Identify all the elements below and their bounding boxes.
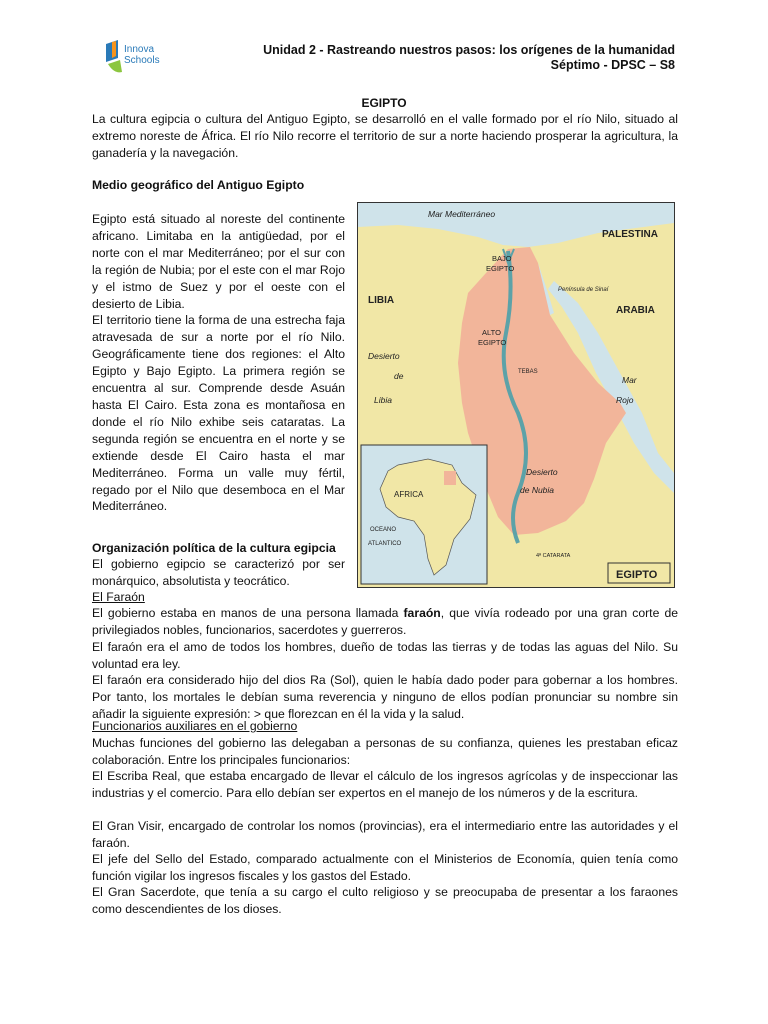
map-label-atlantico: ATLANTICO [368, 541, 402, 547]
map-label-sea: Mar Mediterráneo [428, 209, 496, 219]
map-label-box: EGIPTO [616, 569, 658, 581]
map-label-tebas: TEBAS [518, 369, 538, 375]
map-label-palestina: PALESTINA [602, 229, 658, 240]
geography-paragraph-1: Egipto está situado al noreste del continente africano. Limitaba en la antigüedad, por el norte con el mar Mediterráneo; por el sur con la región de Nubia; por el este con el mar Rojo y el istmo de Suez y por el oeste con el desierto de Libia. [92, 212, 345, 311]
egypt-map [357, 202, 675, 588]
page-title: EGIPTO [361, 96, 407, 110]
geography-paragraph-2: El territorio tiene la forma de una estrecha faja atravesada de sur a norte por el río Nilo. Geográficamente tiene dos regiones: el Alto Egipto y Bajo Egipto. La primera región se encuentra al sur. Comprende desde Asuán hasta El Cairo. Esta zona es montañosa en donde el río Nilo exhibe seis cataratas. La segunda región se encuentra en el norte y se extiende desde El Cairo hasta el mar Mediterráneo. Forma un valle muy fértil, regado por el Nilo que desemboca en el Mar Mediterráneo. [92, 313, 345, 514]
intro-paragraph: La cultura egipcia o cultura del Antiguo Egipto, se desarrolló en el valle formado por el río Nilo, situado al extremo noreste de África. El río Nilo recorre el territorio de sur a norte haciendo prosperar la agricultura, la ganadería y la navegación. [92, 112, 678, 160]
map-label-sinai: Península de Sinaí [558, 287, 609, 293]
map-label-egipto-south: EGIPTO [478, 338, 507, 347]
faraon-paragraph-3: El faraón era considerado hijo del dios Ra (Sol), quien le había dado poder para gobernar a los hombres. Por tanto, los mortales le debían suma reverencia y ninguno de ellos podían pronunciar su nombre sin añadir la siguiente expresión: > que florezcan en él la vida y la salud. [92, 673, 678, 721]
map-label-desierto-nubia: Desierto [526, 467, 558, 477]
map-label-bajo: BAJO [492, 254, 512, 263]
map-label-arabia: ARABIA [616, 305, 655, 316]
map-label-alto: ALTO [482, 328, 501, 337]
escriba-paragraph: El Escriba Real, que estaba encargado de llevar el cálculo de los ingresos agrícolas y de inspeccionar las industrias y el comercio. Para ello debían ser expertos en el manejo de los números y de la escritura. [92, 769, 678, 800]
funcionarios-paragraph: Muchas funciones del gobierno las delegaban a personas de su confianza, quienes les prestaban eficaz colaboración. Entre los principales funcionarios: [92, 736, 678, 767]
section-heading-politica: Organización política de la cultura egipcia [92, 541, 336, 555]
map-label-egipto-north: EGIPTO [486, 264, 515, 273]
map-label-de-nubia: de Nubia [520, 485, 555, 495]
map-label-de: de [394, 371, 404, 381]
map-label-africa: AFRICA [394, 490, 424, 499]
sacerdote-paragraph: El Gran Sacerdote, que tenía a su cargo el culto religioso y se preocupaba de presentar a los faraones como descendientes de los dioses. [92, 885, 678, 916]
course-code: Séptimo - DPSC – S8 [550, 58, 675, 72]
faraon-paragraph-2: El faraón era el amo de todos los hombres, dueño de todas las tierras y de todas las aguas del Nilo. Su voluntad era ley. [92, 640, 678, 671]
subheading-faraon: El Faraón [92, 590, 145, 604]
logo-text: Innova Schools [124, 44, 160, 66]
map-label-mar: Mar [622, 375, 637, 385]
faraon-paragraph-1: El gobierno estaba en manos de una persona llamada faraón, que vivía rodeado por una gran corte de privilegiados nobles, funcionarios, sacerdotes y guerreros. [92, 606, 678, 637]
sello-paragraph: El jefe del Sello del Estado, comparado actualmente con el Ministerios de Economía, quien tenía como función vigilar los ingresos fiscales y los gastos del Estado. [92, 852, 678, 883]
visir-paragraph: El Gran Visir, encargado de controlar los nomos (provincias), era el intermediario entre las autoridades y el faraón. [92, 819, 678, 850]
map-label-rojo: Rojo [616, 395, 634, 405]
map-label-oceano: OCEANO [370, 527, 397, 533]
map-label-catarata: 4ª CATARATA [536, 553, 571, 559]
map-label-libia-desert: Libia [374, 395, 392, 405]
map-label-desierto-libia: Desierto [368, 351, 400, 361]
subheading-funcionarios: Funcionarios auxiliares en el gobierno [92, 719, 298, 733]
map-label-libia: LIBIA [368, 295, 395, 306]
politics-lead: El gobierno egipcio se caracterizó por ser monárquico, absolutista y teocrático. [92, 557, 345, 588]
section-heading-geografia: Medio geográfico del Antiguo Egipto [92, 178, 305, 192]
unit-title: Unidad 2 - Rastreando nuestros pasos: los orígenes de la humanidad [263, 43, 675, 57]
geography-text [92, 211, 345, 515]
